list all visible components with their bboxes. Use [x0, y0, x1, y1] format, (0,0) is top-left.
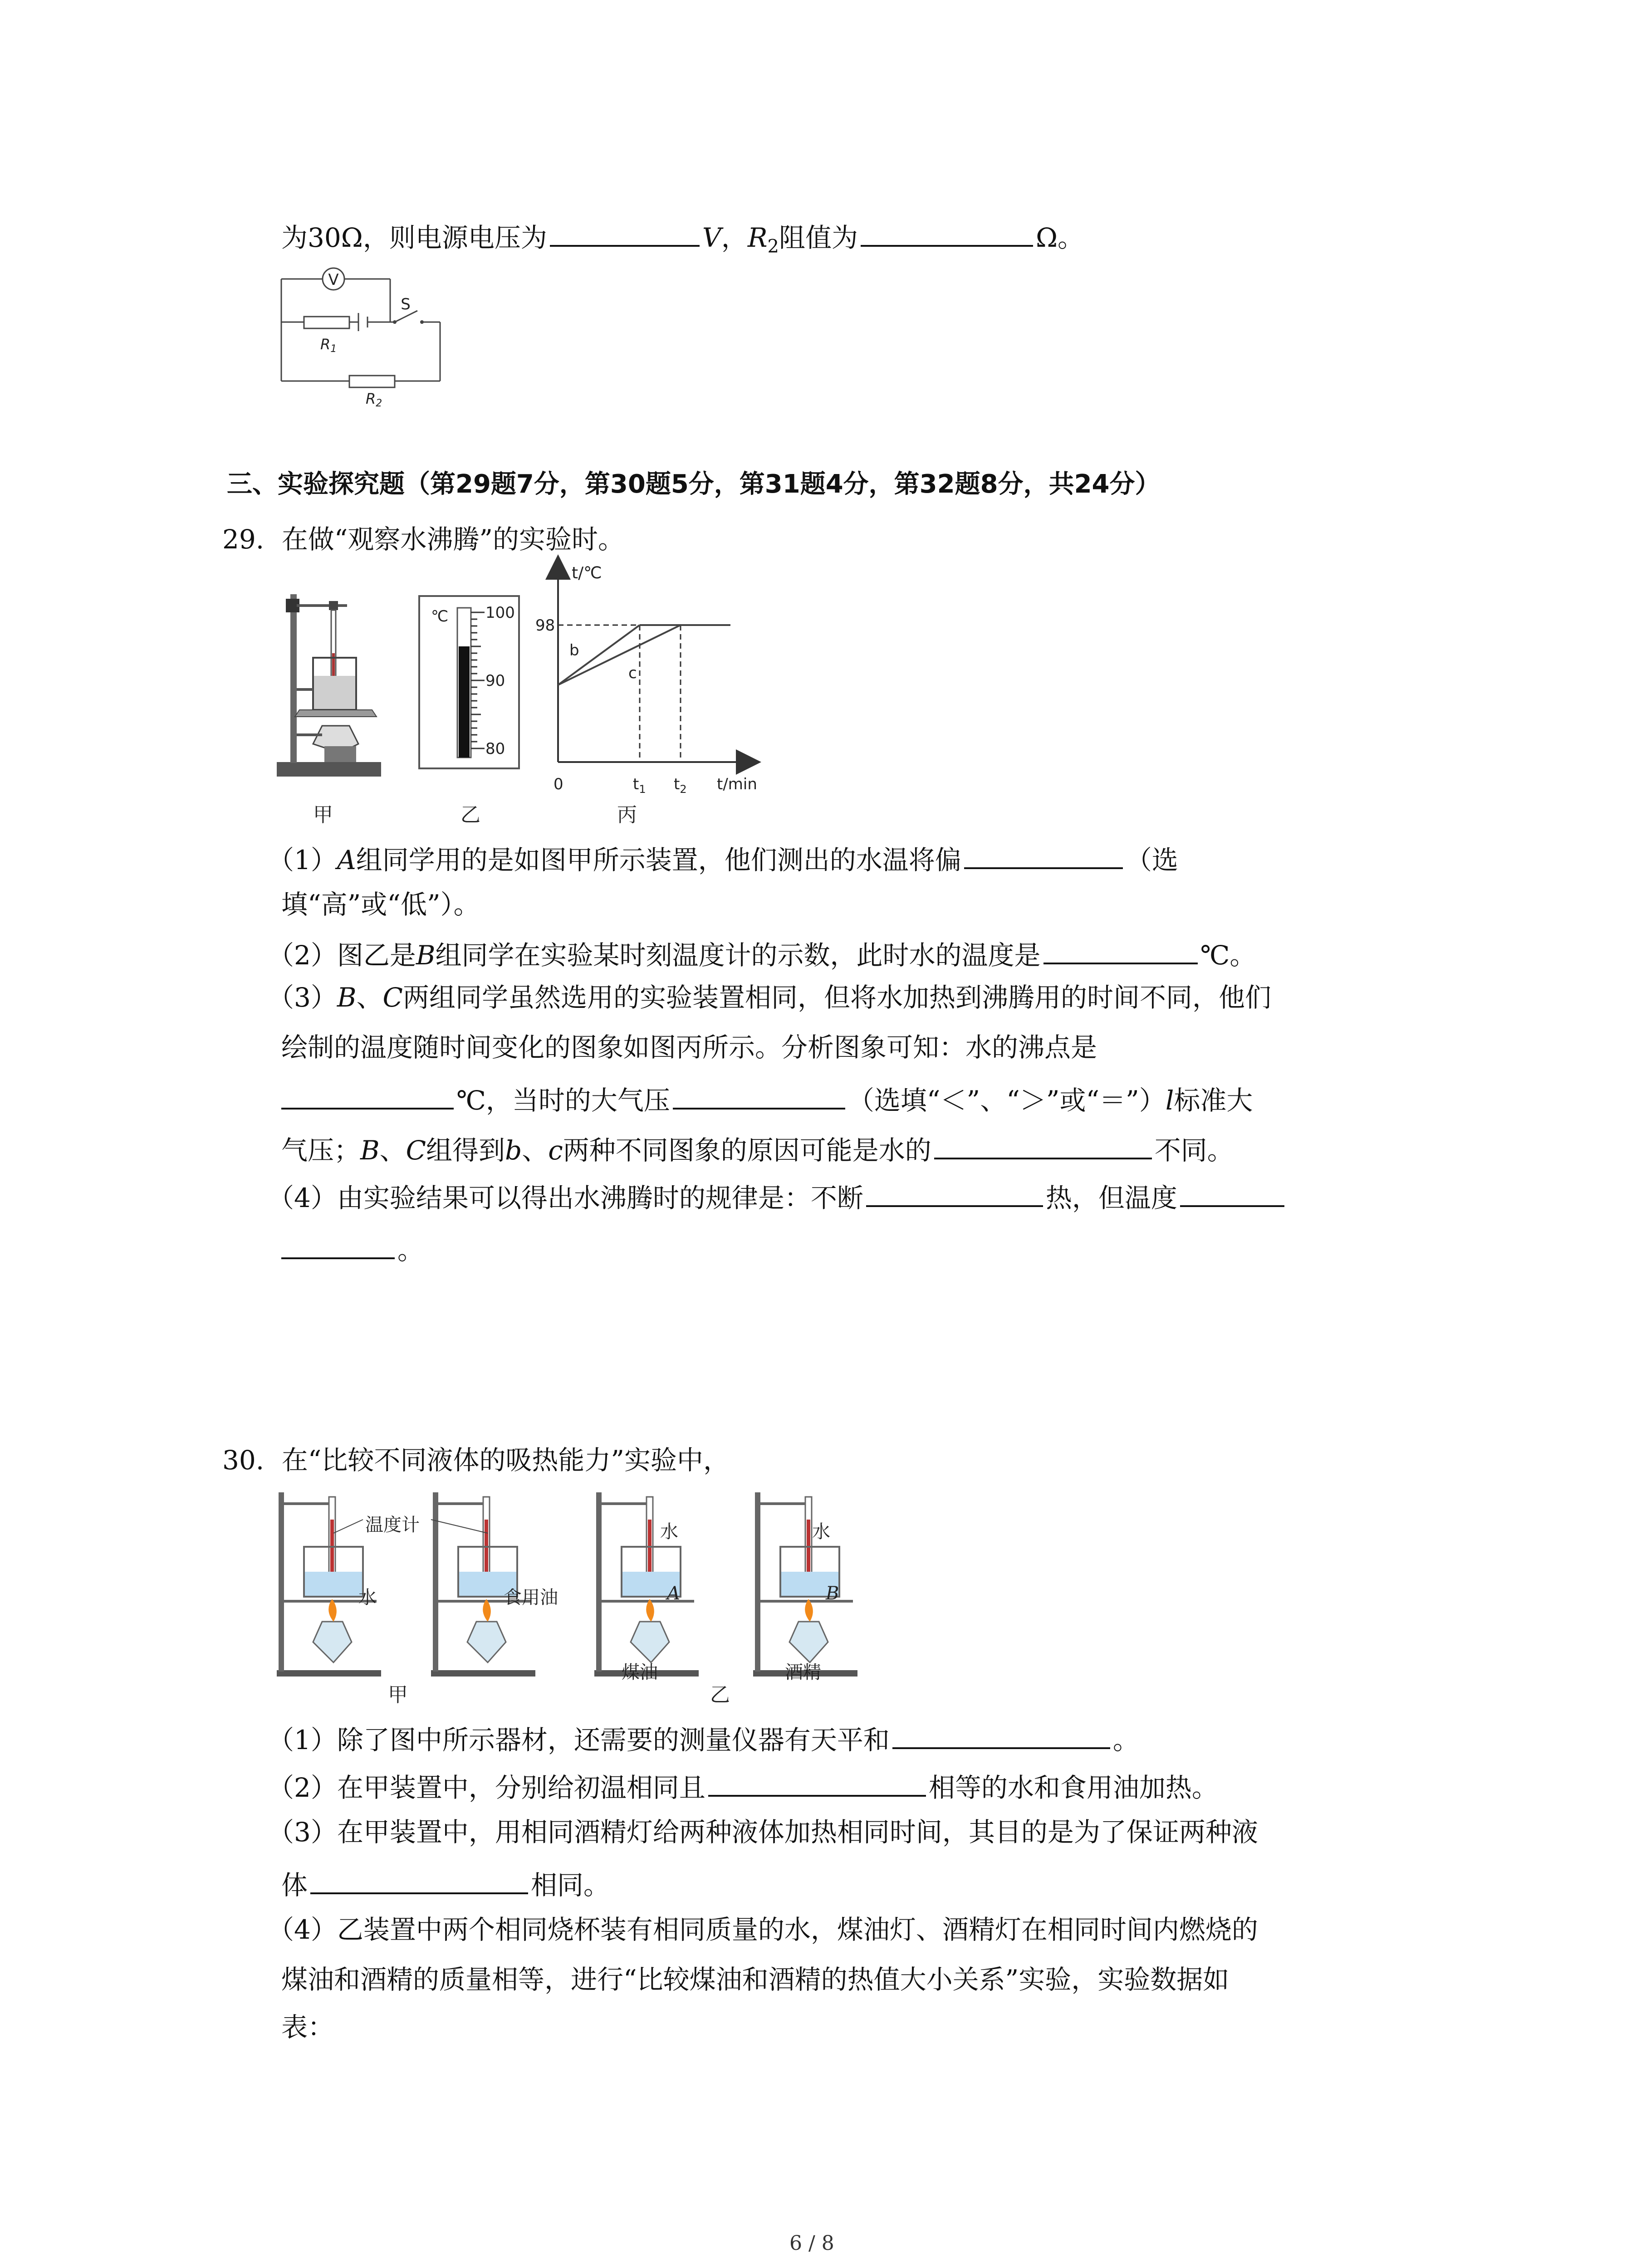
q30-label-kerosene: 煤油	[622, 1662, 658, 1683]
q29-p4-heat-blank[interactable]	[866, 1182, 1043, 1207]
q29-p3-l3b: （选填“＜”、“＞”或“＝”）	[847, 1085, 1166, 1116]
q28-lead: 为30Ω，则电源电压为	[281, 222, 547, 253]
q30-label-thermometer: 温度计	[365, 1515, 420, 1535]
q28-tail-line	[281, 221, 1084, 256]
q30-p2-end: 相等的水和食用油加热。	[928, 1772, 1218, 1803]
q29-p3-boiling-point-blank[interactable]	[281, 1084, 454, 1110]
q29-p4-text: （4）由实验结果可以得出水沸腾时的规律是：不断	[268, 1183, 863, 1213]
q29-p1-text-end: （选	[1125, 845, 1178, 875]
q29-p4-line2	[281, 1234, 424, 1266]
q30-p4-line1: （4）乙装置中两个相同烧杯装有相同质量的水，煤油灯、酒精灯在相同时间内燃烧的	[268, 1914, 1258, 1945]
q28-voltmeter-label: V	[328, 271, 339, 289]
q30-p4-line3: 表：	[281, 2012, 334, 2043]
q30-label-water-1: 水	[358, 1587, 377, 1608]
q30-p1-end: 。	[1112, 1725, 1139, 1755]
q29-p3-b: B	[337, 982, 357, 1013]
q29-p2-text: （2）图乙是	[268, 940, 416, 971]
q29-graph-t2: $t_2$	[674, 775, 687, 796]
q30-number: 30.	[222, 1445, 265, 1476]
q29-graph-boil-tick: 98	[535, 616, 555, 635]
q29-p3-l4i: 两种不同图象的原因可能是水的	[563, 1135, 931, 1166]
q28-r1-label: R1	[320, 336, 337, 355]
q29-p3-l4c: 、	[379, 1135, 406, 1166]
q29-fig-yi-thermometer	[417, 594, 526, 780]
q29-p3-l4f: b	[505, 1135, 522, 1166]
q30-label-jia: 甲	[388, 1683, 408, 1706]
q30-label-water-4: 水	[812, 1521, 830, 1542]
q29-p1-num: （1）	[268, 845, 337, 875]
q29-p2-blank[interactable]	[1043, 939, 1198, 964]
q29-p3-reason-blank[interactable]	[934, 1134, 1152, 1159]
q28-circuit-diagram	[277, 268, 467, 409]
q28-sep: ，	[721, 222, 748, 253]
q30-stem-line	[222, 1445, 730, 1476]
q29-p3-l4a: 气压；	[281, 1135, 361, 1166]
q29-p4-temp-blank-b[interactable]	[281, 1234, 395, 1259]
section3-heading: 三、实验探究题（第29题7分，第30题5分，第31题4分，第32题8分，共24分）	[227, 469, 1161, 499]
q29-fig-yi-tick-80: 80	[485, 740, 505, 758]
q29-p2-line	[268, 939, 1256, 971]
q28-r2: R	[747, 222, 768, 253]
q29-p4-temp-blank-a[interactable]	[1180, 1182, 1284, 1207]
q29-p3-num: （3）	[268, 982, 337, 1013]
q29-p3-pressure-blank[interactable]	[673, 1084, 845, 1110]
q29-p3-line1	[268, 984, 1271, 1011]
q29-p3-l3a: ℃，当时的大气压	[456, 1085, 670, 1116]
page-number: 6 / 8	[789, 2232, 834, 2255]
q28-r1-resistor	[304, 317, 349, 328]
q28-voltage-blank[interactable]	[550, 221, 700, 247]
q29-p1-text: 组同学用的是如图甲所示装置，他们测出的水温将偏	[356, 845, 961, 875]
q29-p3-l4g: 、	[522, 1135, 549, 1166]
q28-r2-label: R2	[366, 390, 382, 409]
q29-p2-group-b: B	[416, 940, 436, 971]
q30-label-b: B	[826, 1583, 839, 1604]
q29-fig-label-bing: 丙	[617, 803, 637, 826]
q30-label-oil: 食用油	[504, 1587, 558, 1608]
q30-p2-text: （2）在甲装置中，分别给初温相同且	[268, 1772, 705, 1803]
q29-graph-label-c: c	[628, 664, 637, 682]
q30-p3-end: 相同。	[531, 1870, 610, 1901]
q29-p2-unit: ℃。	[1200, 940, 1256, 971]
q29-fig-bing-graph	[535, 558, 771, 812]
q29-fig-yi-mercury	[459, 646, 470, 758]
q30-p2-blank[interactable]	[708, 1771, 926, 1797]
q29-stem-line	[222, 524, 624, 555]
q30-label-water-3: 水	[660, 1521, 678, 1542]
q29-p3-text: 两组同学虽然选用的实验装置相同，但将水加热到沸腾用的时间不同，他们	[402, 982, 1271, 1013]
q29-p3-c: C	[382, 982, 403, 1013]
q29-p1-line2: 填“高”或“低”）。	[281, 889, 480, 920]
q30-p1-line	[268, 1724, 1139, 1753]
q29-p1-group-a: A	[337, 845, 356, 875]
q29-p3-l3c: l	[1165, 1085, 1174, 1116]
q28-unit-v: V	[702, 222, 721, 253]
q29-number: 29.	[222, 524, 265, 555]
q29-p3-line4	[281, 1134, 1234, 1166]
q30-p4-line2: 煤油和酒精的质量相等，进行“比较煤油和酒精的热值大小关系”实验，实验数据如	[281, 1964, 1230, 1995]
q30-label-a: A	[667, 1583, 680, 1604]
q29-fig-yi-tick-100: 100	[485, 604, 515, 622]
q28-unit-ohm: Ω。	[1035, 222, 1084, 253]
q30-p2-line	[268, 1771, 1218, 1801]
q29-stem: 在做“观察水沸腾”的实验时。	[281, 524, 624, 555]
q29-fig-yi-unit: ℃	[431, 607, 449, 626]
q30-p3-line1: （3）在甲装置中，用相同酒精灯给两种液体加热相同时间，其目的是为了保证两种液	[268, 1817, 1258, 1848]
q29-p3-line2: 绘制的温度随时间变化的图象如图丙所示。分析图象可知：水的沸点是	[281, 1032, 1097, 1063]
q30-label-alcohol: 酒精	[785, 1662, 821, 1683]
q30-p1-blank[interactable]	[892, 1724, 1110, 1749]
q29-graph-x-label: t/min	[717, 775, 757, 793]
q29-p3-l4e: 组得到	[426, 1135, 505, 1166]
q29-fig-yi-tick-90: 90	[485, 672, 505, 690]
q29-p3-l4j: 不同。	[1154, 1135, 1234, 1166]
q30-p1-text: （1）除了图中所示器材，还需要的测量仪器有天平和	[268, 1725, 890, 1755]
q29-p4-line1	[268, 1182, 1287, 1211]
q30-p3-line2	[281, 1869, 610, 1901]
q29-fig-label-jia: 甲	[313, 803, 333, 826]
q29-graph-t1: $t_1$	[633, 775, 646, 796]
q30-label-yi: 乙	[710, 1683, 730, 1706]
q29-p3-l3d: 标准大	[1174, 1085, 1253, 1116]
q29-fig-label-yi: 乙	[460, 803, 480, 826]
q30-setup-3	[594, 1492, 699, 1677]
q30-stem: 在“比较不同液体的吸热能力”实验中，	[281, 1445, 730, 1476]
q29-p1-blank[interactable]	[964, 844, 1123, 869]
q28-r2-resistor	[349, 376, 395, 387]
q28-r2-sub: 2	[767, 236, 779, 257]
q29-graph-origin: 0	[554, 775, 563, 793]
q30-setup-4	[753, 1492, 857, 1677]
q29-p3-l4d: C	[406, 1135, 426, 1166]
q29-p3-l4b: B	[360, 1135, 380, 1166]
q29-p2-text2: 组同学在实验某时刻温度计的示数，此时水的温度是	[435, 940, 1041, 971]
q30-p3-text: 体	[281, 1870, 308, 1901]
q29-p4-text2: 热，但温度	[1045, 1183, 1177, 1213]
q29-fig-jia-apparatus	[272, 585, 399, 785]
q28-mid: 阻值为	[779, 222, 858, 253]
q29-p1-line1	[268, 844, 1178, 873]
q28-switch-label: S	[401, 295, 411, 313]
q29-p3-line3	[281, 1084, 1253, 1114]
q29-p3-l4h: c	[548, 1135, 563, 1166]
q29-p4-end: 。	[397, 1235, 424, 1266]
q29-graph-label-b: b	[569, 641, 579, 660]
q28-resistance-blank[interactable]	[861, 221, 1033, 247]
q29-graph-y-label: t/℃	[572, 564, 602, 582]
q29-p3-sep: 、	[356, 982, 383, 1013]
q30-p3-blank[interactable]	[310, 1869, 528, 1894]
